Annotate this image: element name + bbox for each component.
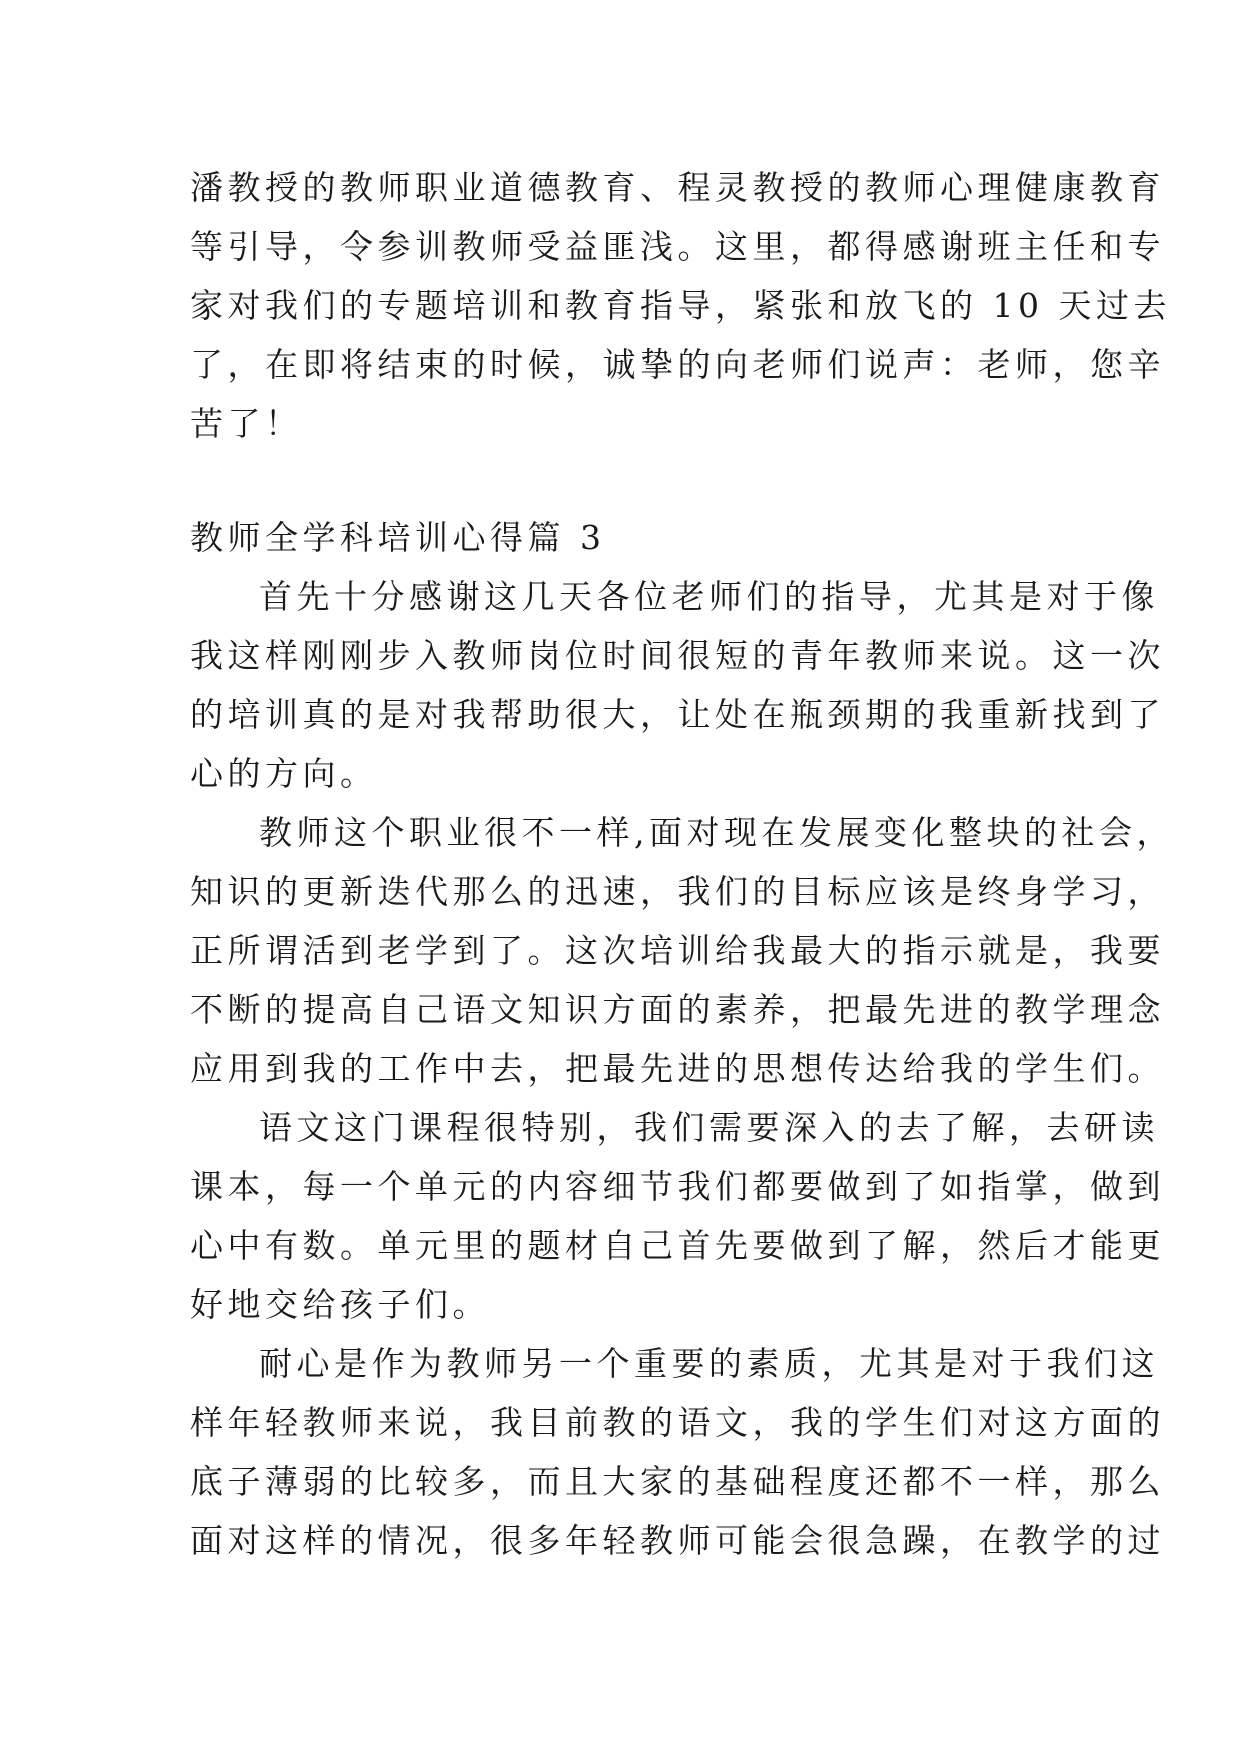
paragraph-line: 心的方向。 xyxy=(190,754,378,793)
paragraph-line: 教师这个职业很不一样,面对现在发展变化整块的社会， xyxy=(259,813,1174,852)
paragraph-line: 了，在即将结束的时候，诚挚的向老师们说声：老师，您辛 xyxy=(190,345,1165,384)
paragraph-line: 耐心是作为教师另一个重要的素质，尤其是对于我们这 xyxy=(259,1344,1159,1383)
section-heading: 教师全学科培训心得篇 3 xyxy=(190,518,606,557)
paragraph-line: 面对这样的情况，很多年轻教师可能会很急躁，在教学的过 xyxy=(190,1521,1165,1560)
paragraph-line: 等引导，令参训教师受益匪浅。这里，都得感谢班主任和专 xyxy=(190,227,1165,266)
paragraph-line: 知识的更新迭代那么的迅速，我们的目标应该是终身学习， xyxy=(190,872,1165,911)
paragraph-4 xyxy=(190,1334,1165,1570)
paragraph-line: 的培训真的是对我帮助很大，让处在瓶颈期的我重新找到了 xyxy=(190,695,1165,734)
paragraph-1 xyxy=(190,567,1165,803)
intro-paragraph xyxy=(190,158,1171,453)
paragraph-line: 样年轻教师来说，我目前教的语文，我的学生们对这方面的 xyxy=(190,1403,1165,1442)
paragraph-line: 潘教授的教师职业道德教育、程灵教授的教师心理健康教育 xyxy=(190,168,1165,207)
paragraph-line: 家对我们的专题培训和教育指导，紧张和放飞的 10 天过去 xyxy=(190,286,1171,325)
paragraph-3 xyxy=(190,1098,1165,1334)
paragraph-line: 心中有数。单元里的题材自己首先要做到了解，然后才能更 xyxy=(190,1226,1165,1265)
paragraph-2 xyxy=(190,803,1174,1098)
paragraph-line: 我这样刚刚步入教师岗位时间很短的青年教师来说。这一次 xyxy=(190,636,1165,675)
paragraph-line: 正所谓活到老学到了。这次培训给我最大的指示就是，我要 xyxy=(190,931,1165,970)
paragraph-line: 不断的提高自己语文知识方面的素养，把最先进的教学理念 xyxy=(190,990,1165,1029)
paragraph-line: 苦了！ xyxy=(190,404,303,443)
paragraph-line: 首先十分感谢这几天各位老师们的指导，尤其是对于像 xyxy=(259,577,1159,616)
paragraph-line: 课本，每一个单元的内容细节我们都要做到了如指掌，做到 xyxy=(190,1167,1165,1206)
paragraph-line: 好地交给孩子们。 xyxy=(190,1285,490,1324)
paragraph-line: 语文这门课程很特别，我们需要深入的去了解，去研读 xyxy=(259,1108,1159,1147)
section-heading-block xyxy=(190,508,1060,567)
paragraph-line: 底子薄弱的比较多，而且大家的基础程度还都不一样，那么 xyxy=(190,1462,1165,1501)
article-body xyxy=(190,567,1174,1570)
paragraph-line: 应用到我的工作中去，把最先进的思想传达给我的学生们。 xyxy=(190,1049,1165,1088)
